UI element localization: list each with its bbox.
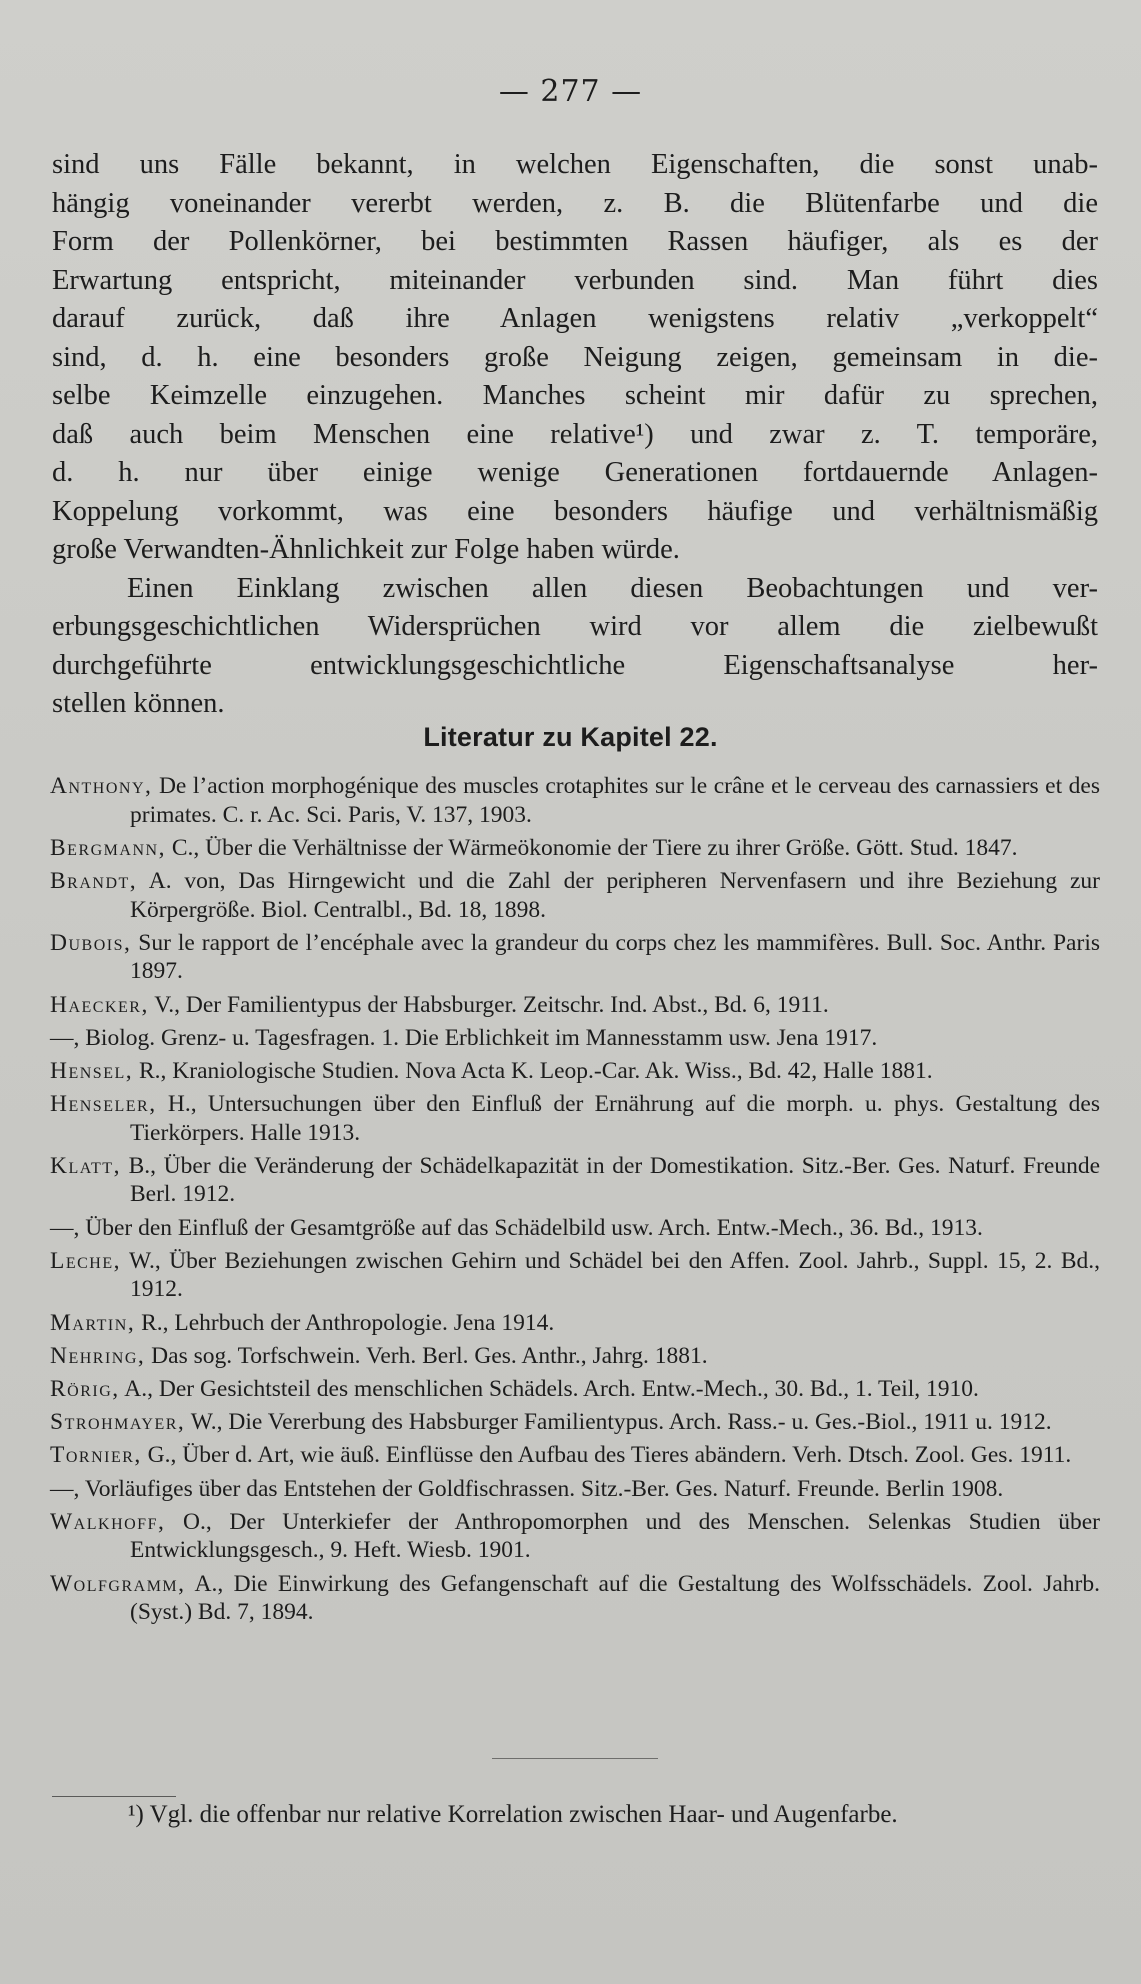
reference-text: —, Vorläufiges über das Entstehen der Goldfischrassen. Sitz.-Ber. Ges. Naturf. Freunde. Berlin 1908. — [50, 1475, 1004, 1502]
text-line: daß auch beim Menschen eine relative¹) und zwar z. T. temporäre, — [52, 418, 1098, 450]
reference-text: R., Kraniologische Studien. Nova Acta K. Leop.-Car. Ak. Wiss., Bd. 42, Halle 1881. — [133, 1057, 933, 1084]
text-line: Einen Einklang zwischen allen diesen Beobachtungen und ver- — [127, 572, 1098, 604]
reference-text: W., Über Beziehungen zwischen Gehirn und Schädel bei den Affen. Zool. Jahrb., Suppl. 15, 2. Bd., 1912. — [121, 1247, 1100, 1303]
text-line: sind, d. h. eine besonders große Neigung zeigen, gemeinsam in die- — [52, 341, 1098, 373]
reference-entry — [50, 1441, 1100, 1470]
text-line: darauf zurück, daß ihre Anlagen wenigstens relativ „verkoppelt“ — [52, 303, 1098, 334]
reference-author: Henseler, — [50, 1091, 157, 1118]
text-line: stellen können. — [52, 688, 225, 719]
reference-entry — [50, 1247, 1100, 1304]
reference-entry — [50, 1342, 1100, 1371]
reference-author: Nehring, — [50, 1342, 146, 1369]
reference-entry — [50, 1508, 1100, 1565]
reference-author: Leche, — [50, 1247, 122, 1274]
reference-entry — [50, 1408, 1100, 1437]
reference-entry — [50, 1570, 1100, 1627]
text-line: durchgeführte entwicklungsgeschichtliche Eigenschaftsanalyse her- — [52, 649, 1098, 681]
page-number: — 277 — — [498, 74, 643, 109]
footnote: ¹) Vgl. die offenbar nur relative Korrelation zwischen Haar- und Augenfarbe. — [128, 1801, 898, 1828]
reference-entry — [50, 1214, 1100, 1243]
reference-text: R., Lehrbuch der Anthropologie. Jena 1914. — [135, 1309, 555, 1336]
reference-entry — [50, 867, 1100, 924]
reference-entry — [50, 1024, 1100, 1053]
reference-text: —, Biolog. Grenz- u. Tagesfragen. 1. Die Erblichkeit im Mannesstamm usw. Jena 1917. — [50, 1024, 878, 1051]
paragraph-2 — [52, 570, 1098, 724]
section-title: Literatur zu Kapitel 22. — [423, 722, 718, 752]
text-line: große Verwandten-Ähnlichkeit zur Folge haben würde. — [52, 534, 680, 565]
reference-text: W., Die Vererbung des Habsburger Familientypus. Arch. Rass.- u. Ges.-Biol., 1911 u. 1912. — [185, 1409, 1052, 1436]
reference-entry — [50, 834, 1100, 863]
text-line: Form der Pollenkörner, bei bestimmten Rassen häufiger, als es der — [52, 226, 1098, 257]
text-line: Koppelung vorkommt, was eine besonders häufige und verhältnismäßig — [52, 495, 1098, 527]
reference-text: A., Der Gesichtsteil des menschlichen Schädels. Arch. Entw.-Mech., 30. Bd., 1. Teil, 1910. — [119, 1376, 979, 1402]
reference-text: De l’action morphogénique des muscles crotaphites sur le crâne et le cerveau des carnassiers et des primates. C. r. Ac. Sci. Paris, V. 137, 1903. — [130, 773, 1100, 828]
reference-author: Tornier, — [50, 1442, 142, 1469]
reference-text: Sur le rapport de l’encéphale avec la grandeur du corps chez les mammifères. Bull. Soc. Anthr. Paris 1897. — [130, 929, 1100, 985]
reference-author: Rörig, — [50, 1376, 120, 1402]
reference-text: C., Über die Verhältnisse der Wärmeökonomie der Tiere zu ihrer Größe. Gött. Stud. 1847. — [165, 834, 1018, 861]
reference-author: Haecker, — [50, 991, 149, 1018]
reference-list — [50, 772, 1100, 1631]
reference-entry — [50, 772, 1100, 829]
reference-entry — [50, 1475, 1100, 1504]
separator-rule — [492, 1758, 658, 1759]
paragraph-1 — [52, 146, 1098, 570]
reference-text: H., Untersuchungen über den Einfluß der Ernährung auf die morph. u. phys. Gestaltung des Tierkörpers. Halle 1913. — [130, 1091, 1100, 1146]
reference-entry — [50, 991, 1100, 1020]
text-line: hängig voneinander vererbt werden, z. B. die Blütenfarbe und die — [52, 187, 1098, 219]
reference-author: Strohmayer, — [50, 1409, 186, 1436]
reference-author: Brandt, — [50, 867, 138, 894]
text-line: selbe Keimzelle einzugehen. Manches scheint mir dafür zu sprechen, — [52, 380, 1098, 411]
reference-entry — [50, 1309, 1100, 1338]
footnote-rule — [52, 1796, 176, 1797]
reference-entry — [50, 1090, 1100, 1147]
reference-author: Walkhoff, — [50, 1508, 166, 1535]
reference-entry — [50, 1375, 1100, 1404]
reference-text: Das sog. Torfschwein. Verh. Berl. Ges. Anthr., Jahrg. 1881. — [145, 1342, 708, 1369]
reference-entry — [50, 1152, 1100, 1209]
reference-author: Anthony, — [50, 773, 153, 799]
text-line: d. h. nur über einige wenige Generationen fortdauernde Anlagen- — [52, 457, 1098, 488]
text-line: Erwartung entspricht, miteinander verbunden sind. Man führt dies — [52, 264, 1098, 296]
reference-entry — [50, 929, 1100, 986]
reference-author: Hensel, — [50, 1057, 134, 1084]
reference-author: Klatt, — [50, 1152, 121, 1179]
reference-text: A., Die Einwirkung des Gefangenschaft auf die Gestaltung des Wolfsschädels. Zool. Jahrb. (Syst.) Bd. 7, 1894. — [130, 1570, 1100, 1626]
reference-author: Wolfgramm, — [50, 1570, 186, 1597]
text-line: sind uns Fälle bekannt, in welchen Eigenschaften, die sonst unab- — [52, 149, 1098, 180]
reference-text: A. von, Das Hirngewicht und die Zahl der peripheren Nervenfasern und ihre Beziehung zur Körpergröße. Biol. Centralbl., Bd. 18, 1898. — [130, 867, 1100, 923]
reference-text: V., Der Familientypus der Habsburger. Zeitschr. Ind. Abst., Bd. 6, 1911. — [148, 991, 829, 1018]
reference-author: Bergmann, — [50, 834, 166, 861]
text-line: erbungsgeschichtlichen Widersprüchen wird vor allem die zielbewußt — [52, 611, 1098, 642]
reference-entry — [50, 1057, 1100, 1086]
reference-text: —, Über den Einfluß der Gesamtgröße auf das Schädelbild usw. Arch. Entw.-Mech., 36. Bd., 1913. — [50, 1214, 983, 1241]
reference-text: G., Über d. Art, wie äuß. Einflüsse den Aufbau des Tieres abändern. Verh. Dtsch. Zool. Ges. 1911. — [141, 1442, 1072, 1469]
reference-text: O., Der Unterkiefer der Anthropomorphen und des Menschen. Selenkas Studien über Entwicklungsgesch., 9. Heft. Wiesb. 1901. — [130, 1508, 1100, 1564]
body-text — [52, 146, 1098, 724]
reference-text: B., Über die Veränderung der Schädelkapazität in der Domestikation. Sitz.-Ber. Ges. Naturf. Freunde Berl. 1912. — [120, 1152, 1100, 1208]
reference-author: Martin, — [50, 1309, 136, 1336]
reference-author: Dubois, — [50, 929, 132, 956]
